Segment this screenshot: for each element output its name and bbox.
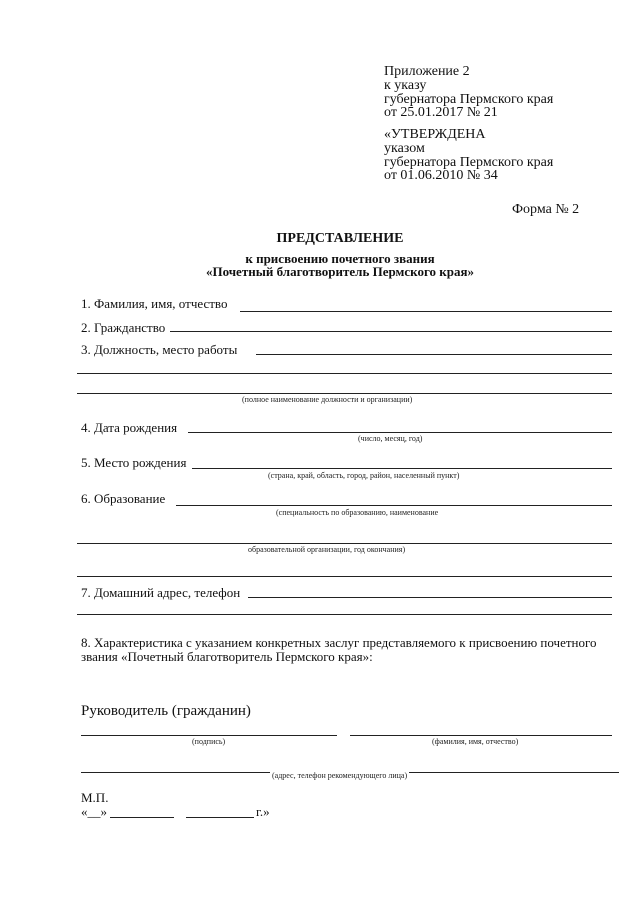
field-birth-date-label: 4. Дата рождения bbox=[81, 420, 178, 435]
title-subline-2: «Почетный благотворитель Пермского края» bbox=[205, 264, 475, 279]
seal-placeholder: М.П. bbox=[81, 790, 109, 805]
appendix-line-4: от 25.01.2017 № 21 bbox=[384, 105, 498, 120]
field-home-address-label: 7. Домашний адрес, телефон bbox=[81, 585, 241, 600]
signature-caption: (подпись) bbox=[192, 737, 226, 746]
signature-line bbox=[81, 735, 337, 736]
field-position-line bbox=[256, 354, 612, 355]
field-birth-place-line bbox=[192, 468, 612, 469]
signer-name-line bbox=[350, 735, 612, 736]
field-birth-date-caption: (число, месяц, год) bbox=[358, 434, 423, 443]
approved-line-1: «УТВЕРЖДЕНА bbox=[384, 127, 486, 142]
field-position-caption: (полное наименование должности и организации) bbox=[242, 395, 413, 404]
field-birth-place-label: 5. Место рождения bbox=[81, 455, 187, 470]
field-education-line-2 bbox=[77, 543, 612, 544]
signature-heading: Руководитель (гражданин) bbox=[81, 703, 251, 719]
date-month-line bbox=[110, 817, 174, 818]
field-citizenship-line bbox=[170, 331, 612, 332]
field-citizenship-label: 2. Гражданство bbox=[81, 320, 166, 335]
field-characteristic-line-2: звания «Почетный благотворитель Пермского края»: bbox=[81, 649, 373, 664]
date-day-quote: «__» bbox=[81, 804, 107, 819]
field-position-label: 3. Должность, место работы bbox=[81, 342, 238, 357]
field-birth-place-caption: (страна, край, область, город, район, населенный пункт) bbox=[268, 471, 460, 480]
field-position-line-3 bbox=[77, 393, 612, 394]
appendix-line-1: Приложение 2 bbox=[384, 64, 470, 79]
field-education-caption-2: образовательной организации, год окончания) bbox=[248, 545, 406, 554]
field-education-line bbox=[176, 505, 612, 506]
field-education-label: 6. Образование bbox=[81, 491, 166, 506]
date-year-suffix: г.» bbox=[256, 804, 270, 819]
appendix-line-2: к указу bbox=[384, 78, 427, 93]
approved-line-4: от 01.06.2010 № 34 bbox=[384, 168, 498, 183]
recommender-address-caption: (адрес, телефон рекомендующего лица) bbox=[272, 771, 408, 780]
field-full-name-line bbox=[240, 311, 612, 312]
field-education-caption-1: (специальность по образованию, наименование bbox=[276, 508, 439, 517]
field-birth-date-line bbox=[188, 432, 612, 433]
document-title: ПРЕДСТАВЛЕНИЕ bbox=[276, 231, 404, 246]
signer-name-caption: (фамилия, имя, отчество) bbox=[432, 737, 519, 746]
appendix-line-3: губернатора Пермского края bbox=[384, 92, 554, 107]
field-full-name-label: 1. Фамилия, имя, отчество bbox=[81, 296, 228, 311]
field-home-address-line bbox=[248, 597, 612, 598]
approved-line-2: указом bbox=[384, 141, 425, 156]
field-home-address-line-2 bbox=[77, 614, 612, 615]
approved-line-3: губернатора Пермского края bbox=[384, 155, 554, 170]
date-year-line bbox=[186, 817, 254, 818]
field-education-line-3 bbox=[77, 576, 612, 577]
field-characteristic-line-1: 8. Характеристика с указанием конкретных заслуг представляемого к присвоению почетного bbox=[81, 635, 597, 650]
field-position-line-2 bbox=[77, 373, 612, 374]
form-number: Форма № 2 bbox=[512, 202, 580, 217]
title-subline-1: к присвоению почетного звания bbox=[245, 251, 435, 266]
